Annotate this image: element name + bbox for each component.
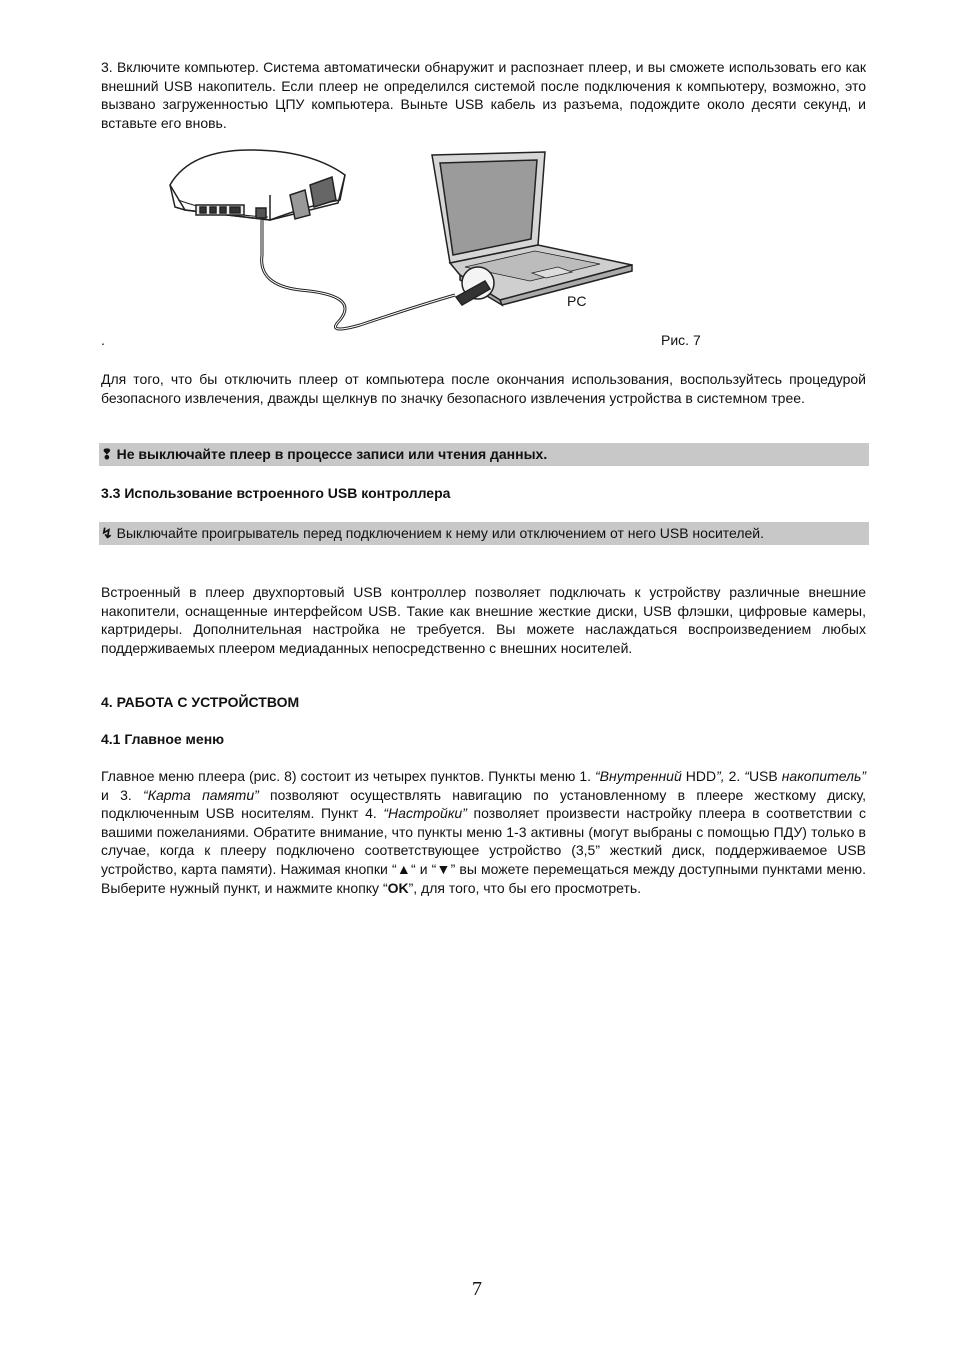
warning-box-usb: [99, 522, 869, 545]
disconnect-text: Для того, что бы отключить плеер от компьютера после окончания использования, воспользуйтесь процедурой безопасного извлечения, дважды щелкнув по значку безопасного извлечения устройства в системном трее.: [101, 371, 866, 406]
controller-paragraph: [101, 583, 866, 657]
main-menu-text: Главное меню плеера (рис. 8) состоит из четырех пунктов. Пункты меню 1. “Внутренний HDD”, 2. “USB накопитель” и 3. “Карта памяти” позволяют осуществлять навигацию по установленному в плеере жесткому диску, подключенным USB носителям. Пункт 4. “Настройки” позволяет произвести настройку плеера в соответствии с вашими пожеланиями. Обратите внимание, что пункты меню 1-3 активны (могут выбраны с помощью ПДУ) только в случае, когда к плееру подключено соответствующее устройство (3,5” жесткий диск, поддерживаемое USB устройство, карта памяти). Нажимая кнопки “▲“ и “▼” вы можете перемещаться между доступными пунктами меню. Выберите нужный пункт, и нажмите кнопку “OK”, для того, что бы его просмотреть.: [101, 768, 867, 896]
step3-text: 3. Включите компьютер. Система автоматически обнаружит и распознает плеер, и вы сможете использовать его как внешний USB накопитель. Если плеер не определился системой после подключения к компьютеру, возможно, это вызвано загруженностью ЦПУ компьютера. Выньте USB кабель из разъема, подождите около десяти секунд, и вставьте его вновь.: [101, 59, 866, 131]
controller-text: Встроенный в плеер двухпортовый USB контроллер позволяет подключать к устройству различные внешние накопители, оснащенные интерфейсом USB. Такие как внешние жесткие диски, USB флэшки, цифровые камеры, картридеры. Дополнительная настройка не требуется. Вы можете наслаждаться воспроизведением любых поддерживаемых плеером медиаданных непосредственно с внешних носителей.: [101, 584, 866, 656]
lightning-icon: ↯: [101, 525, 113, 541]
section-4-heading: 4. РАБОТА С УСТРОЙСТВОМ: [101, 694, 300, 710]
laptop-illustration: [432, 152, 632, 305]
warning-usb-text: Выключайте проигрыватель перед подключением к нему или отключением от него USB носителей.: [116, 525, 765, 541]
main-menu-paragraph: [101, 767, 866, 897]
section-4-1-heading: 4.1 Главное меню: [101, 731, 225, 747]
figure-caption: Рис. 7: [661, 332, 701, 348]
warning-recording-text: Не выключайте плеер в процессе записи или чтения данных.: [116, 446, 548, 462]
figure-player-to-pc: [160, 145, 640, 340]
disconnect-paragraph: [101, 370, 866, 407]
up-arrow-icon: ▲: [396, 860, 411, 877]
figure-dot: .: [101, 332, 105, 348]
warning-box-recording: [99, 443, 869, 466]
down-arrow-icon: ▼: [436, 860, 451, 877]
step3-paragraph: [101, 58, 866, 132]
media-player-illustration: [170, 150, 345, 220]
section-3-3-heading: 3.3 Использование встроенного USB контроллера: [101, 485, 451, 501]
pc-label: PC: [567, 293, 587, 309]
usb-cable: [262, 220, 455, 329]
exclamation-icon: ❢: [101, 446, 113, 462]
ok-key-label: OK: [387, 879, 409, 896]
page-number: 7: [472, 1278, 482, 1300]
